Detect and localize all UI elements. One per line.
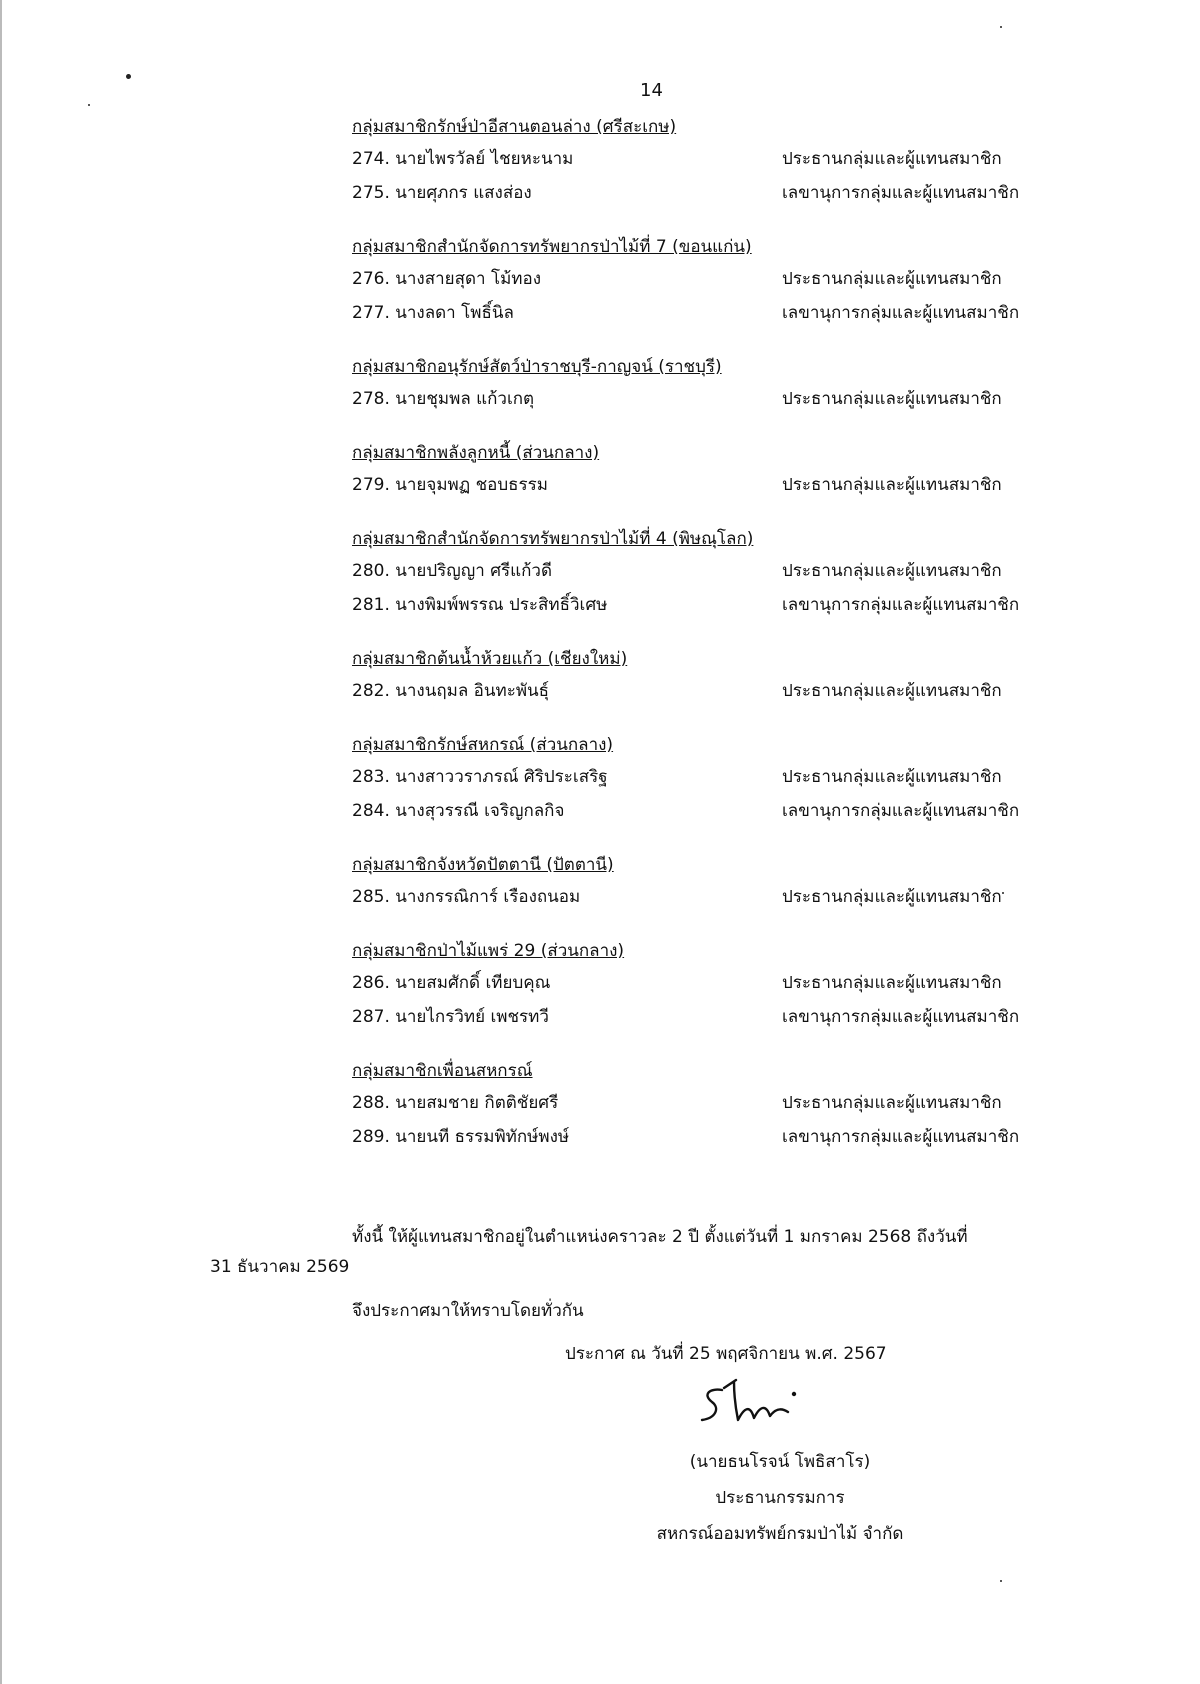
group-title: กลุ่มสมาชิกเพื่อนสหกรณ์ bbox=[352, 1061, 533, 1081]
member-role: ประธานกลุ่มและผู้แทนสมาชิก bbox=[782, 887, 1002, 907]
member-group bbox=[352, 524, 1052, 622]
member-row bbox=[352, 1086, 1052, 1120]
member-role: เลขานุการกลุ่มและผู้แทนสมาชิก bbox=[782, 595, 1020, 615]
signer-title: ประธานกรรมการ bbox=[715, 1488, 845, 1508]
member-role: ประธานกลุ่มและผู้แทนสมาชิก bbox=[782, 149, 1002, 169]
member-row bbox=[352, 554, 1052, 588]
member-name: 282. นางนฤมล อินทะพันธุ์ bbox=[352, 681, 550, 701]
group-title: กลุ่มสมาชิกพลังลูกหนี้ (ส่วนกลาง) bbox=[352, 443, 600, 463]
member-name: 277. นางลดา โพธิ์นิล bbox=[352, 303, 514, 323]
group-title: กลุ่มสมาชิกสำนักจัดการทรัพยากรป่าไม้ที่ 4 (พิษณุโลก) bbox=[352, 529, 754, 549]
member-role: เลขานุการกลุ่มและผู้แทนสมาชิก bbox=[782, 303, 1020, 323]
closing-paragraph bbox=[210, 1222, 1090, 1326]
member-name: 276. นางสายสุดา โม้ทอง bbox=[352, 269, 542, 289]
member-role: เลขานุการกลุ่มและผู้แทนสมาชิก bbox=[782, 183, 1020, 203]
member-role: ประธานกลุ่มและผู้แทนสมาชิก bbox=[782, 1093, 1002, 1113]
member-row bbox=[352, 760, 1052, 794]
group-title: กลุ่มสมาชิกรักษ์ป่าอีสานตอนล่าง (ศรีสะเกษ) bbox=[352, 117, 677, 137]
group-title: กลุ่มสมาชิกอนุรักษ์สัตว์ป่าราชบุรี-กาญจน์ (ราชบุรี) bbox=[352, 357, 722, 377]
member-group bbox=[352, 232, 1052, 330]
member-row bbox=[352, 588, 1052, 622]
signer-name: (นายธนโรจน์ โพธิสาโร) bbox=[689, 1452, 871, 1472]
signature bbox=[690, 1374, 840, 1440]
member-group bbox=[352, 438, 1052, 502]
group-title: กลุ่มสมาชิกรักษ์สหกรณ์ (ส่วนกลาง) bbox=[352, 735, 614, 755]
member-role: ประธานกลุ่มและผู้แทนสมาชิก bbox=[782, 389, 1002, 409]
scan-speck bbox=[126, 74, 131, 79]
member-groups bbox=[352, 112, 1052, 1176]
member-name: 286. นายสมศักดิ์ เทียบคุณ bbox=[352, 973, 551, 993]
member-name: 274. นายไพรวัลย์ ไชยหะนาม bbox=[352, 149, 574, 169]
member-group bbox=[352, 644, 1052, 708]
page-number: 14 bbox=[640, 80, 663, 101]
scan-speck bbox=[1000, 1580, 1002, 1582]
member-group bbox=[352, 1056, 1052, 1154]
member-group bbox=[352, 112, 1052, 210]
group-title: กลุ่มสมาชิกสำนักจัดการทรัพยากรป่าไม้ที่ 7 (ขอนแก่น) bbox=[352, 237, 752, 257]
member-row bbox=[352, 296, 1052, 330]
member-role: เลขานุการกลุ่มและผู้แทนสมาชิก bbox=[782, 1127, 1020, 1147]
member-name: 285. นางกรรณิการ์ เรืองถนอม bbox=[352, 887, 581, 907]
member-row bbox=[352, 142, 1052, 176]
member-row bbox=[352, 674, 1052, 708]
member-role: ประธานกลุ่มและผู้แทนสมาชิก bbox=[782, 973, 1002, 993]
member-row bbox=[352, 1000, 1052, 1034]
member-group bbox=[352, 352, 1052, 416]
group-title: กลุ่มสมาชิกป่าไม้แพร่ 29 (ส่วนกลาง) bbox=[352, 941, 625, 961]
member-row bbox=[352, 468, 1052, 502]
signer-organization: สหกรณ์ออมทรัพย์กรมป่าไม้ จำกัด bbox=[656, 1524, 904, 1544]
member-row bbox=[352, 1120, 1052, 1154]
member-name: 283. นางสาววราภรณ์ ศิริประเสริฐ bbox=[352, 767, 608, 787]
member-row bbox=[352, 794, 1052, 828]
member-group bbox=[352, 850, 1052, 914]
member-row bbox=[352, 382, 1052, 416]
member-role: ประธานกลุ่มและผู้แทนสมาชิก bbox=[782, 767, 1002, 787]
member-role: ประธานกลุ่มและผู้แทนสมาชิก bbox=[782, 561, 1002, 581]
member-name: 289. นายนที ธรรมพิทักษ์พงษ์ bbox=[352, 1127, 570, 1147]
scan-speck bbox=[1002, 892, 1004, 894]
member-name: 284. นางสุวรรณี เจริญกลกิจ bbox=[352, 801, 565, 821]
member-name: 288. นายสมชาย กิตติชัยศรี bbox=[352, 1093, 559, 1113]
signer-block bbox=[620, 1444, 940, 1552]
member-role: ประธานกลุ่มและผู้แทนสมาชิก bbox=[782, 269, 1002, 289]
member-group bbox=[352, 730, 1052, 828]
scan-edge bbox=[0, 0, 2, 1684]
member-name: 279. นายจุมพฏ ชอบธรรม bbox=[352, 475, 548, 495]
announcement-date: ประกาศ ณ วันที่ 25 พฤศจิกายน พ.ศ. 2567 bbox=[565, 1344, 887, 1364]
closing-line-3: จึงประกาศมาให้ทราบโดยทั่วกัน bbox=[352, 1301, 584, 1321]
scan-speck bbox=[88, 104, 90, 106]
member-name: 275. นายศุภกร แสงส่อง bbox=[352, 183, 532, 203]
member-role: ประธานกลุ่มและผู้แทนสมาชิก bbox=[782, 475, 1002, 495]
member-role: เลขานุการกลุ่มและผู้แทนสมาชิก bbox=[782, 1007, 1020, 1027]
member-row bbox=[352, 880, 1052, 914]
member-name: 280. นายปริญญา ศรีแก้วดี bbox=[352, 561, 552, 581]
closing-line-2: 31 ธันวาคม 2569 bbox=[210, 1257, 350, 1277]
member-role: ประธานกลุ่มและผู้แทนสมาชิก bbox=[782, 681, 1002, 701]
member-row bbox=[352, 176, 1052, 210]
member-group bbox=[352, 936, 1052, 1034]
group-title: กลุ่มสมาชิกต้นน้ำห้วยแก้ว (เชียงใหม่) bbox=[352, 649, 628, 669]
scan-speck bbox=[1000, 26, 1002, 28]
closing-line-1: ทั้งนี้ ให้ผู้แทนสมาชิกอยู่ในตำแหน่งคราวละ 2 ปี ตั้งแต่วันที่ 1 มกราคม 2568 ถึงวันที่ bbox=[352, 1227, 968, 1247]
member-name: 287. นายไกรวิทย์ เพชรทวี bbox=[352, 1007, 549, 1027]
member-role: เลขานุการกลุ่มและผู้แทนสมาชิก bbox=[782, 801, 1020, 821]
member-row bbox=[352, 262, 1052, 296]
group-title: กลุ่มสมาชิกจังหวัดปัตตานี (ปัตตานี) bbox=[352, 855, 614, 875]
member-name: 281. นางพิมพ์พรรณ ประสิทธิ์วิเศษ bbox=[352, 595, 608, 615]
member-row bbox=[352, 966, 1052, 1000]
member-name: 278. นายชุมพล แก้วเกตุ bbox=[352, 389, 535, 409]
